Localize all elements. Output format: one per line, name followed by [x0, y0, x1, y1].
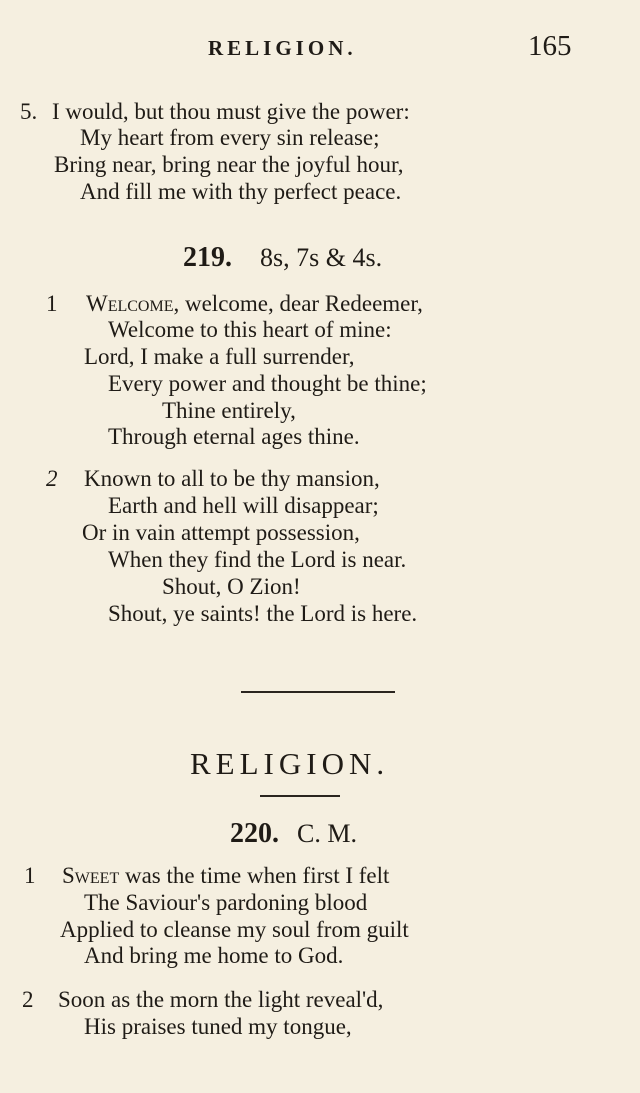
hymn-heading-220	[230, 818, 357, 850]
hymn-number: 220.	[230, 818, 279, 849]
hymn-meter: 8s, 7s & 4s.	[260, 243, 383, 272]
verse-line: And bring me home to God.	[84, 943, 344, 968]
verse-line: His praises tuned my tongue,	[84, 1014, 352, 1039]
page-number: 165	[528, 30, 572, 62]
verse-line: And fill me with thy perfect peace.	[80, 179, 402, 204]
verse-line: Applied to cleanse my soul from guilt	[60, 917, 409, 942]
first-line-rest: was the time when first I felt	[119, 863, 390, 888]
verse-line: Or in vain attempt possession,	[82, 520, 360, 545]
verse-number: 1	[24, 863, 36, 888]
verse-line: Thine entirely,	[162, 398, 296, 423]
verse-first-line: Known to all to be thy mansion,	[84, 466, 380, 491]
verse-number: 2	[46, 466, 58, 491]
verse-line: My heart from every sin release;	[80, 125, 380, 150]
verse-line: Shout, O Zion!	[162, 574, 301, 599]
hymn-meter: C. M.	[297, 819, 357, 848]
verse-line: Welcome to this heart of mine:	[108, 317, 392, 342]
running-head: RELIGION.	[208, 36, 357, 60]
verse-line: Shout, ye saints! the Lord is here.	[108, 601, 418, 626]
first-line-rest: welcome, dear Redeemer,	[179, 291, 423, 316]
verse-first-line	[62, 862, 389, 890]
verse-line: I would, but thou must give the power:	[52, 99, 410, 124]
section-title: RELIGION.	[190, 746, 390, 781]
verse-number: 2	[22, 987, 34, 1012]
verse-number: 5.	[20, 99, 38, 124]
first-word: Sweet	[62, 863, 120, 888]
section-divider	[241, 691, 395, 693]
verse-line: Bring near, bring near the joyful hour,	[54, 152, 404, 177]
title-underline	[260, 795, 340, 797]
hymn-number: 219.	[183, 242, 232, 273]
verse-line: The Saviour's pardoning blood	[84, 890, 368, 915]
hymn-heading-219	[183, 242, 382, 274]
verse-line: When they find the Lord is near.	[108, 547, 407, 572]
verse-line: Earth and hell will disappear;	[108, 493, 379, 518]
verse-line: Lord, I make a full surrender,	[84, 344, 355, 369]
verse-line: Through eternal ages thine.	[108, 424, 360, 449]
verse-first-line	[86, 290, 423, 318]
first-word: Welcome,	[86, 291, 180, 316]
verse-number: 1	[46, 291, 58, 316]
verse-first-line: Soon as the morn the light reveal'd,	[58, 987, 384, 1012]
verse-line: Every power and thought be thine;	[108, 371, 427, 396]
